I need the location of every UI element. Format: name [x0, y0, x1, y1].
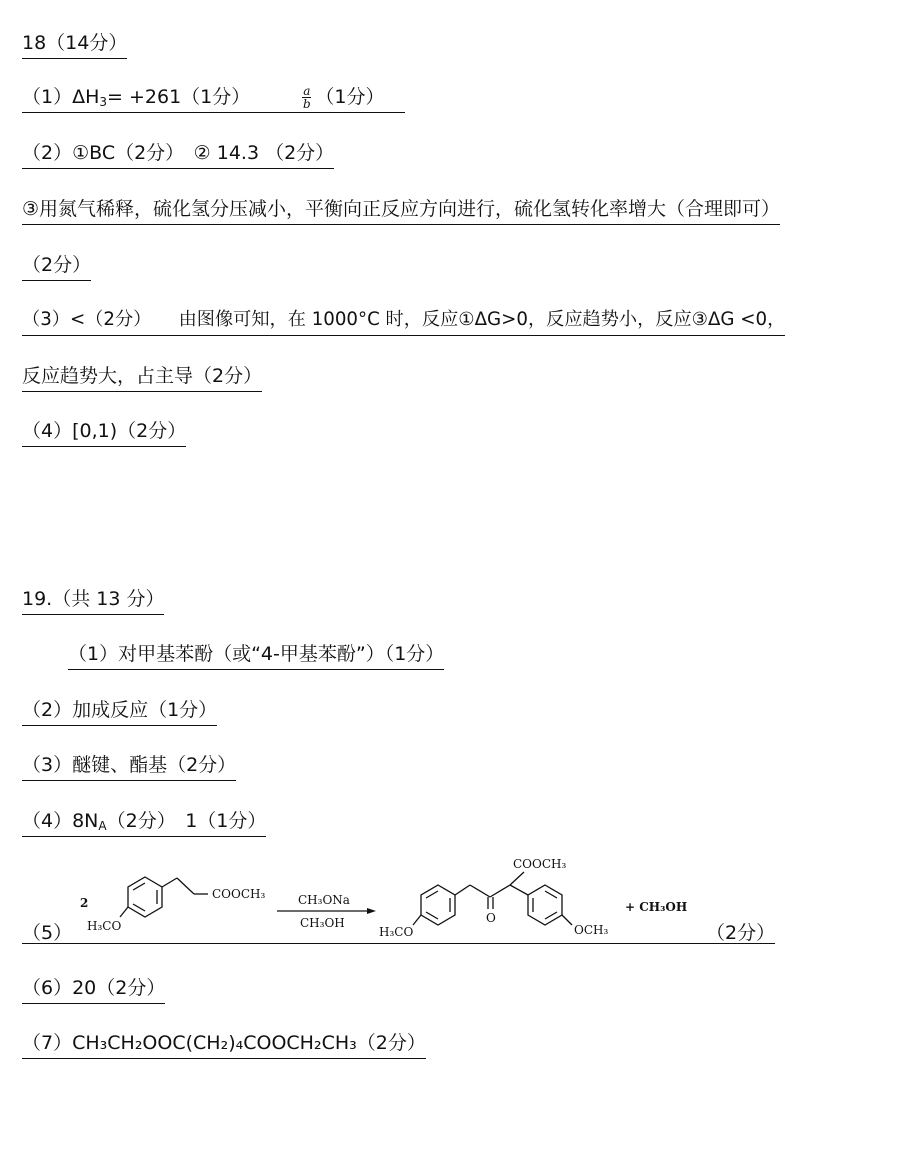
product-bond	[510, 872, 524, 885]
q18-part5: （4）[0,1)（2分）	[22, 418, 186, 447]
product-ketone-oxygen: O	[486, 911, 496, 925]
product-bond	[455, 885, 470, 895]
q19-part6: （6）20（2分）	[22, 975, 165, 1004]
q19-part5-underline	[22, 943, 775, 944]
q19-header: 19.（共 13 分）	[22, 586, 164, 615]
product-structure	[413, 872, 572, 925]
q19-part5-score: （2分）	[706, 922, 776, 944]
coefficient: 2	[80, 896, 89, 910]
q18-part3-line1: ③用氮气稀释，硫化氢分压减小，平衡向正反应方向进行，硫化氢转化率增大（合理即可）	[22, 196, 780, 225]
product-left-methoxy: H₃CO	[379, 925, 414, 939]
reactant-structure	[120, 877, 208, 917]
q19-part3: （3）醚键、酯基（2分）	[22, 752, 236, 781]
reactant-benzene-ring	[128, 877, 162, 917]
product-ring-double-bond	[545, 891, 557, 898]
product-left-benzene-ring	[421, 885, 455, 925]
q18-part3-line2: （2分）	[22, 252, 91, 281]
q18-part4-line1: （3）<（2分） 由图像可知，在 1000°C 时，反应①ΔG>0，反应趋势小，反应③ΔG <0，	[22, 307, 785, 336]
reactant-bond	[120, 907, 128, 917]
product-ester-group: COOCH₃	[513, 857, 567, 871]
product-ring-double-bond	[426, 912, 438, 919]
q19-part4-prefix: （4）8N	[22, 810, 99, 832]
q18-part1-prefix: （1）ΔH	[22, 86, 100, 108]
q19-part5-label: （5）	[22, 922, 73, 944]
product-bond	[562, 915, 572, 925]
product-right-methoxy: OCH₃	[574, 923, 609, 937]
q19-part7: （7）CH₃CH₂OOC(CH₂)₄COOCH₂CH₃（2分）	[22, 1030, 426, 1059]
product-bond	[413, 915, 421, 925]
q19-part1: （1）对甲基苯酚（或“4-甲基苯酚”）（1分）	[68, 641, 444, 670]
product-bond	[490, 885, 510, 897]
reactant-methoxy: H₃CO	[87, 919, 122, 933]
q18-part1-sub: 3	[99, 95, 108, 109]
q18-part1	[22, 84, 405, 113]
fraction-denominator: b	[302, 97, 311, 111]
reaction-arrowhead	[367, 908, 376, 914]
fraction	[302, 85, 311, 110]
reactant-ring-double-bond	[133, 883, 145, 890]
fraction-numerator: a	[303, 84, 311, 98]
q18-part1-rest: = +261（1分）	[107, 86, 251, 108]
reactant-bond	[162, 878, 177, 887]
byproduct-methanol: + CH₃OH	[625, 900, 688, 914]
product-ring-double-bond	[426, 891, 438, 898]
reactant-ester-group: COOCH₃	[212, 887, 266, 901]
reactant-ring-double-bond	[133, 904, 145, 911]
product-right-benzene-ring	[528, 885, 562, 925]
reactant-bond	[177, 878, 194, 894]
q18-part2: （2）①BC（2分） ② 14.3 （2分）	[22, 140, 334, 169]
q19-part4-sub: A	[98, 819, 107, 833]
reagent-bottom: CH₃OH	[300, 916, 345, 930]
product-bond	[470, 885, 490, 897]
product-bond	[510, 885, 528, 895]
q19-part2: （2）加成反应（1分）	[22, 697, 217, 726]
q18-part1-score: （1分）	[315, 86, 385, 108]
q18-header: 18（14分）	[22, 30, 127, 59]
q19-part4-rest: （2分） 1（1分）	[106, 810, 267, 832]
reagent-top: CH₃ONa	[298, 893, 350, 907]
q18-part4-line2: 反应趋势大，占主导（2分）	[22, 363, 262, 392]
q19-part4	[22, 808, 266, 837]
product-ring-double-bond	[545, 912, 557, 919]
